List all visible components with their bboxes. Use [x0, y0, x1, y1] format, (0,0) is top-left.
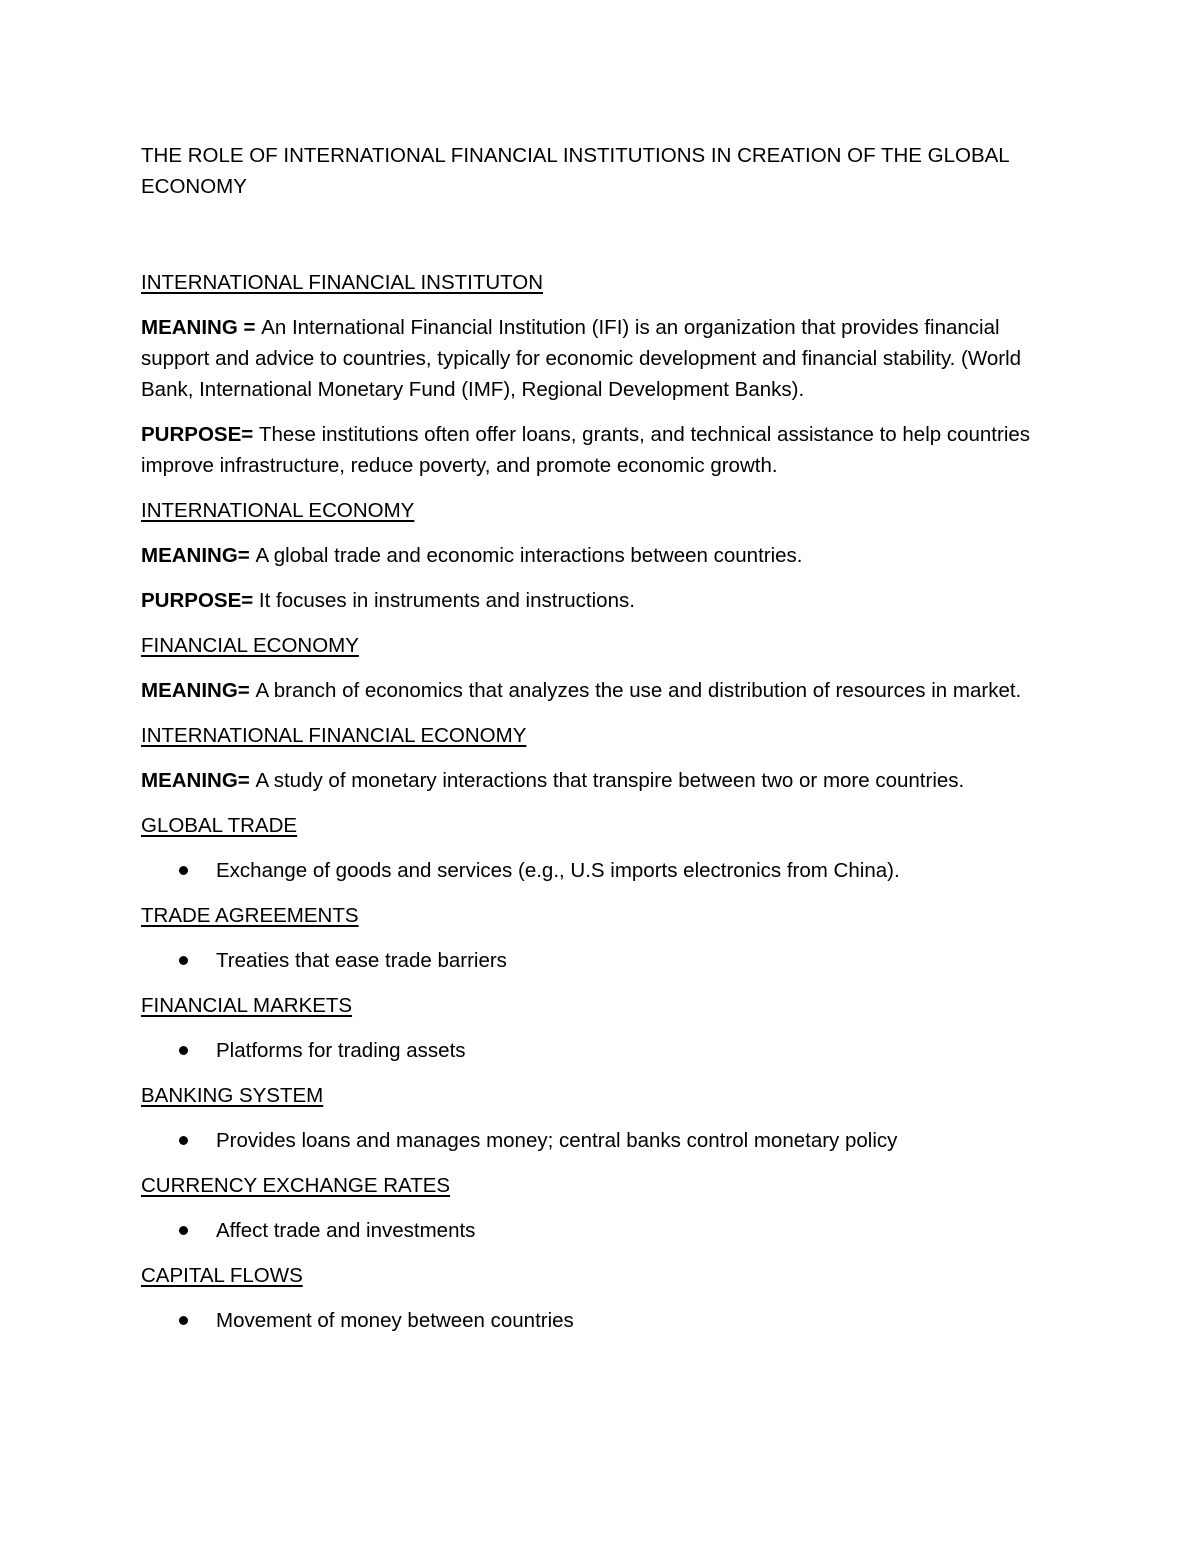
list-item-text: Movement of money between countries [216, 1309, 574, 1332]
ifi-meaning [141, 312, 1061, 405]
capital-flows-list [141, 1305, 1061, 1336]
list-item-text: Exchange of goods and services (e.g., U.S imports electronics from China). [216, 859, 900, 882]
list-item-text: Provides loans and manages money; central banks control monetary policy [216, 1129, 898, 1152]
list-item [141, 855, 1061, 886]
document-title: THE ROLE OF INTERNATIONAL FINANCIAL INSTITUTIONS IN CREATION OF THE GLOBAL ECONOMY [141, 144, 1009, 198]
bullet-icon [179, 1316, 188, 1325]
international-financial-economy-meaning [141, 765, 1061, 796]
meaning-text: A branch of economics that analyzes the use and distribution of resources in market. [255, 679, 1022, 702]
heading-global-trade: GLOBAL TRADE [141, 814, 298, 837]
banking-system-list [141, 1125, 1061, 1156]
meaning-text: A global trade and economic interactions between countries. [255, 544, 803, 567]
currency-exchange-rates-list [141, 1215, 1061, 1246]
heading-financial-markets: FINANCIAL MARKETS [141, 994, 353, 1017]
list-item-text: Treaties that ease trade barriers [216, 949, 507, 972]
heading-ifi: INTERNATIONAL FINANCIAL INSTITUTON [141, 271, 544, 294]
heading-international-economy: INTERNATIONAL ECONOMY [141, 499, 415, 522]
bullet-icon [179, 1226, 188, 1235]
bullet-icon [179, 1136, 188, 1145]
bullet-icon [179, 866, 188, 875]
list-item [141, 945, 1061, 976]
list-item-text: Affect trade and investments [216, 1219, 476, 1242]
bullet-icon [179, 1046, 188, 1055]
document-body [141, 140, 1061, 1350]
purpose-label: PURPOSE= [141, 589, 259, 612]
heading-trade-agreements: TRADE AGREEMENTS [141, 904, 359, 927]
list-item [141, 1215, 1061, 1246]
meaning-label: MEANING= [141, 769, 256, 792]
international-economy-purpose [141, 585, 1061, 616]
list-item [141, 1035, 1061, 1066]
meaning-label: MEANING = [141, 316, 262, 339]
meaning-text: An International Financial Institution (IFI) is an organization that provides financial support and advice to countries, typically for economic development and financial stability. (World Bank, International Monetary Fund (IMF), Regional Development Banks). [141, 316, 1022, 401]
trade-agreements-list [141, 945, 1061, 976]
heading-banking-system: BANKING SYSTEM [141, 1084, 324, 1107]
heading-international-financial-economy: INTERNATIONAL FINANCIAL ECONOMY [141, 724, 527, 747]
heading-financial-economy: FINANCIAL ECONOMY [141, 634, 359, 657]
meaning-label: MEANING= [141, 679, 256, 702]
global-trade-list [141, 855, 1061, 886]
purpose-text: It focuses in instruments and instructions. [258, 589, 635, 612]
meaning-text: A study of monetary interactions that transpire between two or more countries. [255, 769, 965, 792]
purpose-label: PURPOSE= [141, 423, 259, 446]
list-item-text: Platforms for trading assets [216, 1039, 466, 1062]
ifi-purpose [141, 419, 1061, 481]
purpose-text: These institutions often offer loans, grants, and technical assistance to help countries improve infrastructure, reduce poverty, and promote economic growth. [141, 423, 1031, 477]
international-economy-meaning [141, 540, 1061, 571]
list-item [141, 1125, 1061, 1156]
financial-markets-list [141, 1035, 1061, 1066]
heading-capital-flows: CAPITAL FLOWS [141, 1264, 303, 1287]
list-item [141, 1305, 1061, 1336]
bullet-icon [179, 956, 188, 965]
heading-currency-exchange-rates: CURRENCY EXCHANGE RATES [141, 1174, 451, 1197]
financial-economy-meaning [141, 675, 1061, 706]
meaning-label: MEANING= [141, 544, 256, 567]
